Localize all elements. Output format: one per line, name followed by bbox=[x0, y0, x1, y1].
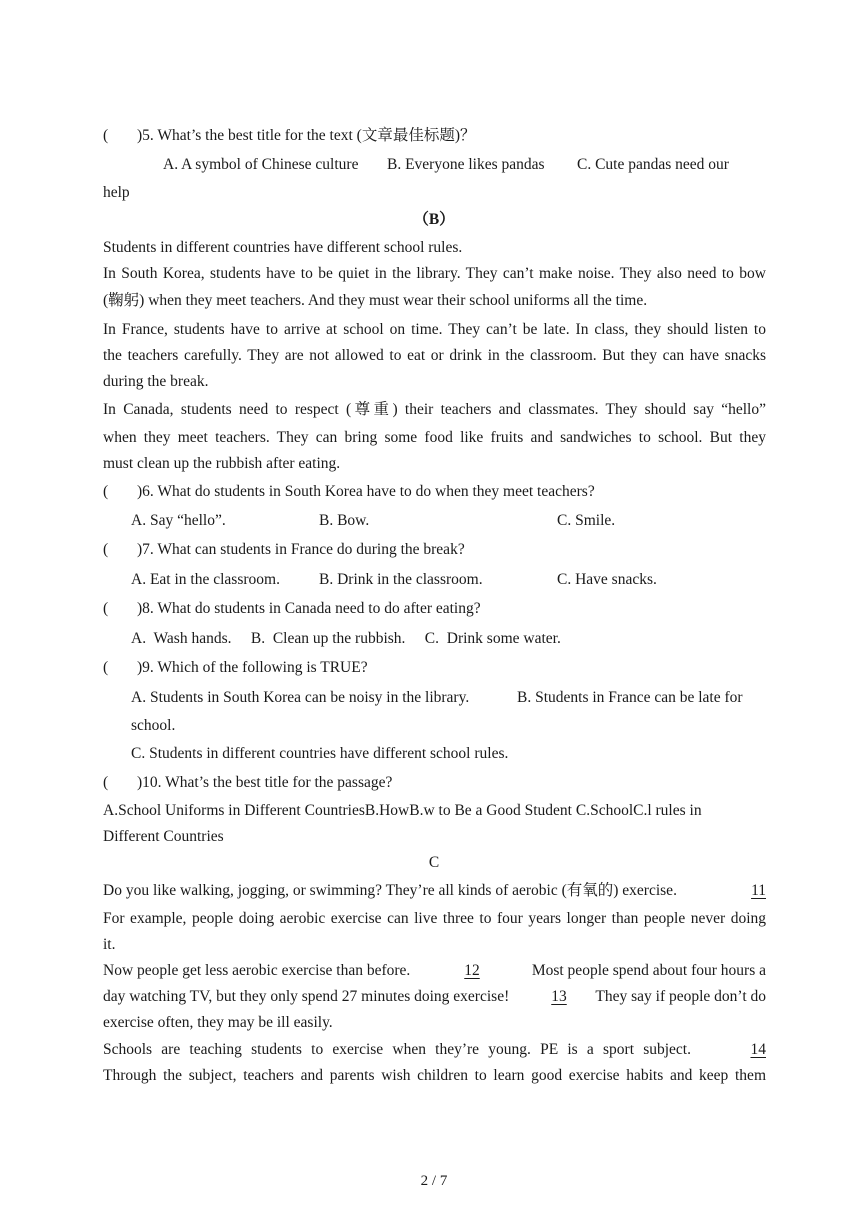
page-number: 2 / 7 bbox=[420, 1173, 448, 1189]
q6-option-a: A. Say “hello”. bbox=[131, 512, 226, 529]
passage-c-line bbox=[103, 987, 766, 1007]
passage-c-line: exercise often, they may be ill easily. bbox=[103, 1014, 333, 1031]
answer-paren: ( bbox=[103, 483, 109, 500]
passage-c-text: Do you like walking, jogging, or swimming? They’re all kinds of aerobic (有氧的) exercise. bbox=[103, 882, 677, 899]
q5-option-c: C. Cute pandas need our bbox=[577, 156, 729, 173]
passage-b-line: must clean up the rubbish after eating. bbox=[103, 455, 341, 472]
question-10 bbox=[103, 773, 392, 793]
question-7-text: )7. What can students in France do during the break? bbox=[137, 541, 465, 558]
section-b-heading: （B） bbox=[413, 211, 455, 228]
passage-c-text: Schools are teaching students to exercise when they’re young. PE is a sport subject. bbox=[103, 1041, 691, 1058]
question-6-text: )6. What do students in South Korea have to do when they meet teachers? bbox=[137, 483, 595, 500]
q7-option-b: B. Drink in the classroom. bbox=[319, 571, 483, 588]
passage-c-text: day watching TV, but they only spend 27 minutes doing exercise! bbox=[103, 988, 510, 1005]
passage-c-text: Most people spend about four hours a bbox=[531, 962, 766, 979]
passage-c-line: Through the subject, teachers and parents wish children to learn good exercise habits and keep them bbox=[103, 1067, 766, 1084]
question-7 bbox=[103, 540, 465, 560]
question-5 bbox=[103, 126, 476, 146]
q5-option-a: A. A symbol of Chinese culture bbox=[163, 156, 359, 173]
answer-paren: ( bbox=[103, 600, 109, 617]
passage-b-line: (鞠躬) when they meet teachers. And they must wear their school uniforms all the time. bbox=[103, 292, 648, 309]
q9-option-b-continued: school. bbox=[131, 717, 176, 734]
question-10-text: )10. What’s the best title for the passage? bbox=[137, 774, 393, 791]
passage-b-line: In South Korea, students have to be quiet in the library. They can’t make noise. They also need to bow bbox=[103, 265, 766, 282]
q8-options: A. Wash hands. B. Clean up the rubbish. C. Drink some water. bbox=[131, 630, 561, 647]
answer-paren: ( bbox=[103, 127, 109, 144]
section-c-heading: C bbox=[428, 854, 440, 871]
q9-option-a: A. Students in South Korea can be noisy in the library. bbox=[131, 689, 470, 706]
question-9-text: )9. Which of the following is TRUE? bbox=[137, 659, 368, 676]
passage-b-line: In Canada, students need to respect (尊重) their teachers and classmates. They should say “hello” bbox=[103, 401, 766, 418]
passage-c-text: They say if people don’t do bbox=[595, 988, 766, 1005]
answer-paren: ( bbox=[103, 774, 109, 791]
passage-c-line: it. bbox=[103, 936, 116, 953]
blank-13[interactable]: 13 bbox=[551, 988, 567, 1005]
question-8-text: )8. What do students in Canada need to do after eating? bbox=[137, 600, 481, 617]
passage-b-line: In France, students have to arrive at school on time. They can’t be late. In class, they should listen to bbox=[103, 321, 766, 338]
q6-option-b: B. Bow. bbox=[319, 512, 370, 529]
q5-option-b: B. Everyone likes pandas bbox=[387, 156, 545, 173]
passage-b-line: during the break. bbox=[103, 373, 209, 390]
q10-options-continued: Different Countries bbox=[103, 828, 224, 845]
passage-c-line bbox=[103, 961, 766, 981]
blank-12[interactable]: 12 bbox=[464, 962, 480, 979]
q9-option-c: C. Students in different countries have different school rules. bbox=[131, 745, 509, 762]
q7-option-a: A. Eat in the classroom. bbox=[131, 571, 280, 588]
question-8 bbox=[103, 599, 481, 619]
passage-c-line bbox=[103, 881, 766, 901]
passage-b-line: when they meet teachers. They can bring some food like fruits and sandwiches to school. But they bbox=[103, 429, 766, 446]
question-9 bbox=[103, 658, 368, 678]
answer-paren: ( bbox=[103, 659, 109, 676]
question-5-text: )5. What’s the best title for the text (文章最佳标题)？ bbox=[137, 127, 476, 144]
q10-options: A.School Uniforms in Different CountriesB.HowB.w to Be a Good Student C.SchoolC.l rules in bbox=[103, 802, 702, 819]
answer-paren: ( bbox=[103, 541, 109, 558]
passage-c-line bbox=[103, 1040, 766, 1060]
q6-option-c: C. Smile. bbox=[557, 512, 616, 529]
passage-c-text: Now people get less aerobic exercise than before. bbox=[103, 962, 411, 979]
passage-b-line: Students in different countries have different school rules. bbox=[103, 239, 463, 256]
blank-14[interactable]: 14 bbox=[750, 1041, 766, 1058]
blank-11[interactable]: 11 bbox=[751, 882, 766, 899]
q5-option-c-continued: help bbox=[103, 184, 130, 201]
q7-option-c: C. Have snacks. bbox=[557, 571, 657, 588]
passage-b-line: the teachers carefully. They are not allowed to eat or drink in the classroom. But they can have snacks bbox=[103, 347, 766, 364]
question-6 bbox=[103, 482, 595, 502]
passage-c-line: For example, people doing aerobic exercise can live three to four years longer than people never doing bbox=[103, 910, 766, 927]
q9-option-b: B. Students in France can be late for bbox=[517, 689, 743, 706]
